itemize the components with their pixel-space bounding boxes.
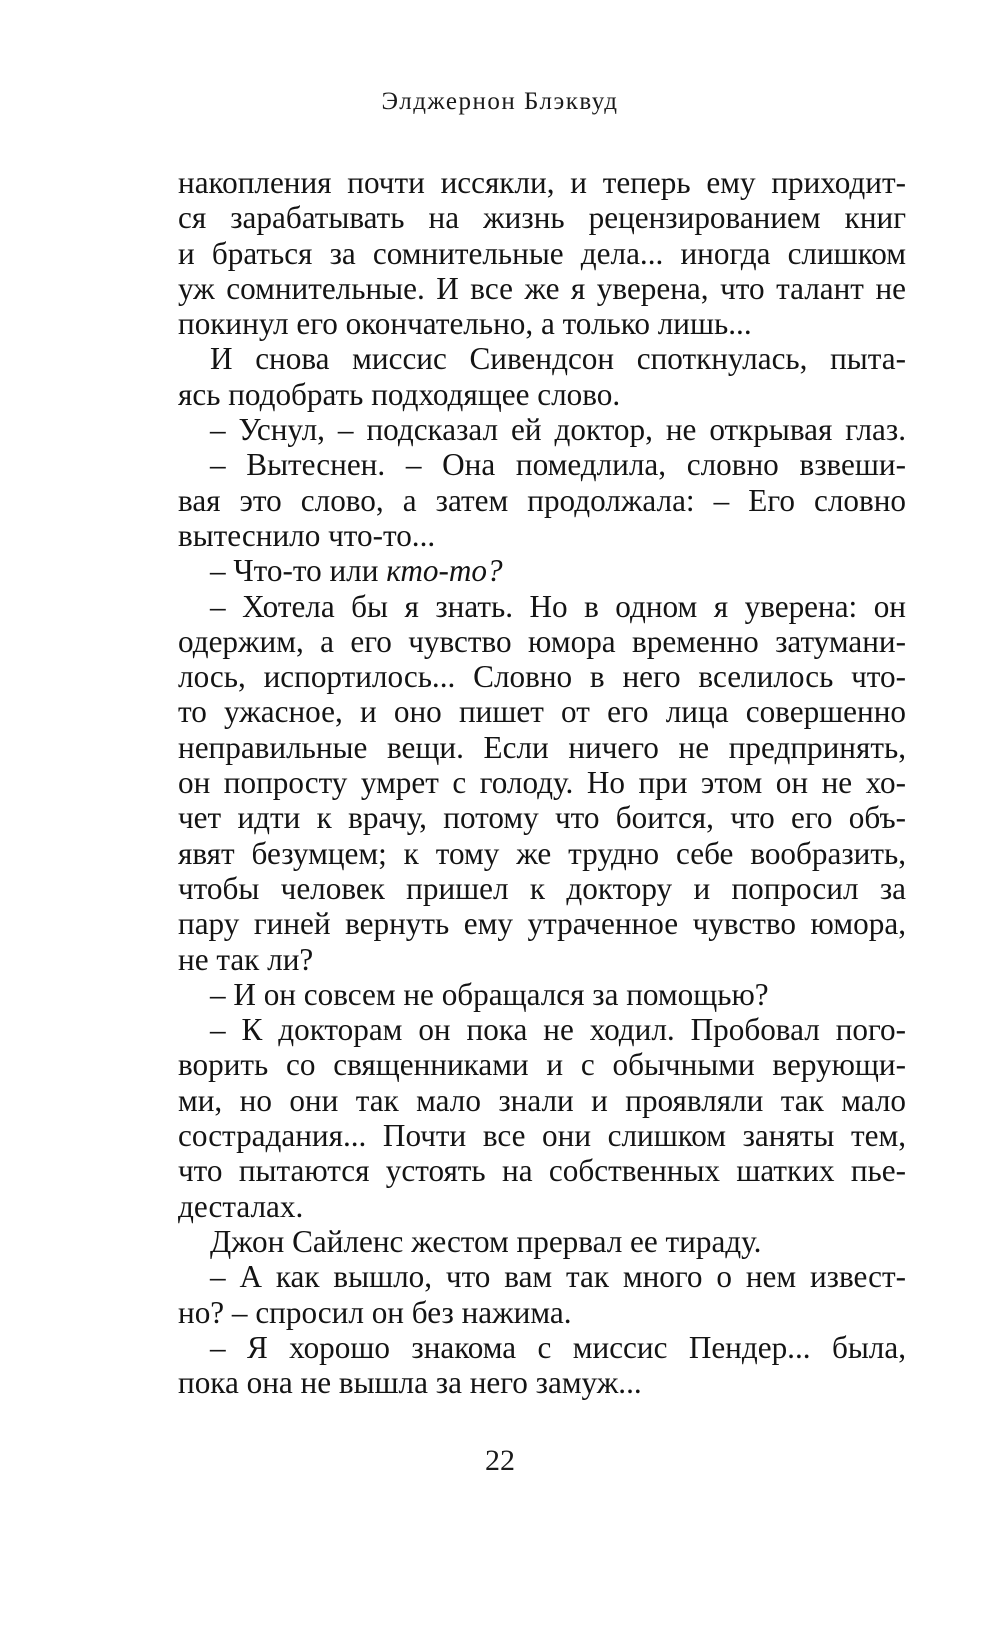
text-line: сострадания... Почти все они слишком заняты тем, bbox=[178, 1118, 906, 1154]
text-line: ми, но они так мало знали и проявляли так мало bbox=[178, 1082, 906, 1118]
text-line: – К докторам он пока не ходил. Пробовал пого- bbox=[210, 1012, 906, 1048]
text-line: он попросту умрет с голоду. Но при этом он не хо- bbox=[178, 765, 906, 801]
text-line: – Уснул, – подсказал ей доктор, не открывая глаз. bbox=[210, 412, 906, 448]
text-line: ся зарабатывать на жизнь рецензированием книг bbox=[178, 200, 906, 236]
text-line: ясь подобрать подходящее слово. bbox=[178, 376, 621, 412]
text-line: – Вытеснен. – Она помедлила, словно взвеши- bbox=[210, 447, 906, 483]
page-number: 22 bbox=[485, 1444, 515, 1477]
text-line: покинул его окончательно, а только лишь... bbox=[178, 306, 752, 342]
text-line: вая это слово, а затем продолжала: – Его словно bbox=[178, 482, 906, 518]
text-line: лось, испортилось... Словно в него вселилось что- bbox=[178, 659, 906, 695]
text-line: не так ли? bbox=[178, 941, 314, 977]
text-line: уж сомнительные. И все же я уверена, что талант не bbox=[178, 270, 906, 306]
text-line: вытеснило что-то... bbox=[178, 517, 436, 553]
text-line: И снова миссис Сивендсон споткнулась, пыта- bbox=[210, 341, 906, 377]
text-line: пару гиней вернуть ему утраченное чувство юмора, bbox=[178, 906, 906, 942]
text-line: пока она не вышла за него замуж... bbox=[178, 1365, 642, 1401]
text-line: и браться за сомнительные дела... иногда слишком bbox=[178, 235, 906, 271]
text-line: что пытаются устоять на собственных шатких пье- bbox=[178, 1153, 906, 1189]
text-line: чтобы человек пришел к доктору и попросил за bbox=[178, 870, 906, 906]
italic-fragment: кто-то? bbox=[386, 553, 503, 589]
text-line: – Я хорошо знакома с миссис Пендер... была, bbox=[210, 1329, 906, 1365]
text-line: – И он совсем не обращался за помощью? bbox=[210, 976, 769, 1012]
text-line bbox=[178, 553, 906, 588]
text-line: явят безумцем; к тому же трудно себе вообразить, bbox=[178, 835, 906, 871]
text-line: одержим, а его чувство юмора временно затумани- bbox=[178, 623, 906, 659]
body-text bbox=[178, 165, 906, 1400]
text-line: чет идти к врачу, потому что боится, что его объ- bbox=[178, 800, 906, 836]
text-line: – А как вышло, что вам так много о нем извест- bbox=[210, 1259, 906, 1295]
text-line: неправильные вещи. Если ничего не предпринять, bbox=[178, 729, 906, 765]
text-line: накопления почти иссякли, и теперь ему приходит- bbox=[178, 165, 906, 200]
text-fragment: – Что-то или bbox=[210, 553, 387, 589]
text-line: десталах. bbox=[178, 1188, 304, 1224]
text-line: – Хотела бы я знать. Но в одном я уверена: он bbox=[210, 588, 906, 624]
text-line: Джон Сайленс жестом прервал ее тираду. bbox=[210, 1223, 762, 1259]
text-line: ворить со священниками и с обычными верующи- bbox=[178, 1047, 906, 1083]
text-line: то ужасное, и оно пишет от его лица совершенно bbox=[178, 694, 906, 730]
running-head: Элджернон Блэквуд bbox=[381, 88, 619, 115]
text-line: но? – спросил он без нажима. bbox=[178, 1294, 572, 1330]
